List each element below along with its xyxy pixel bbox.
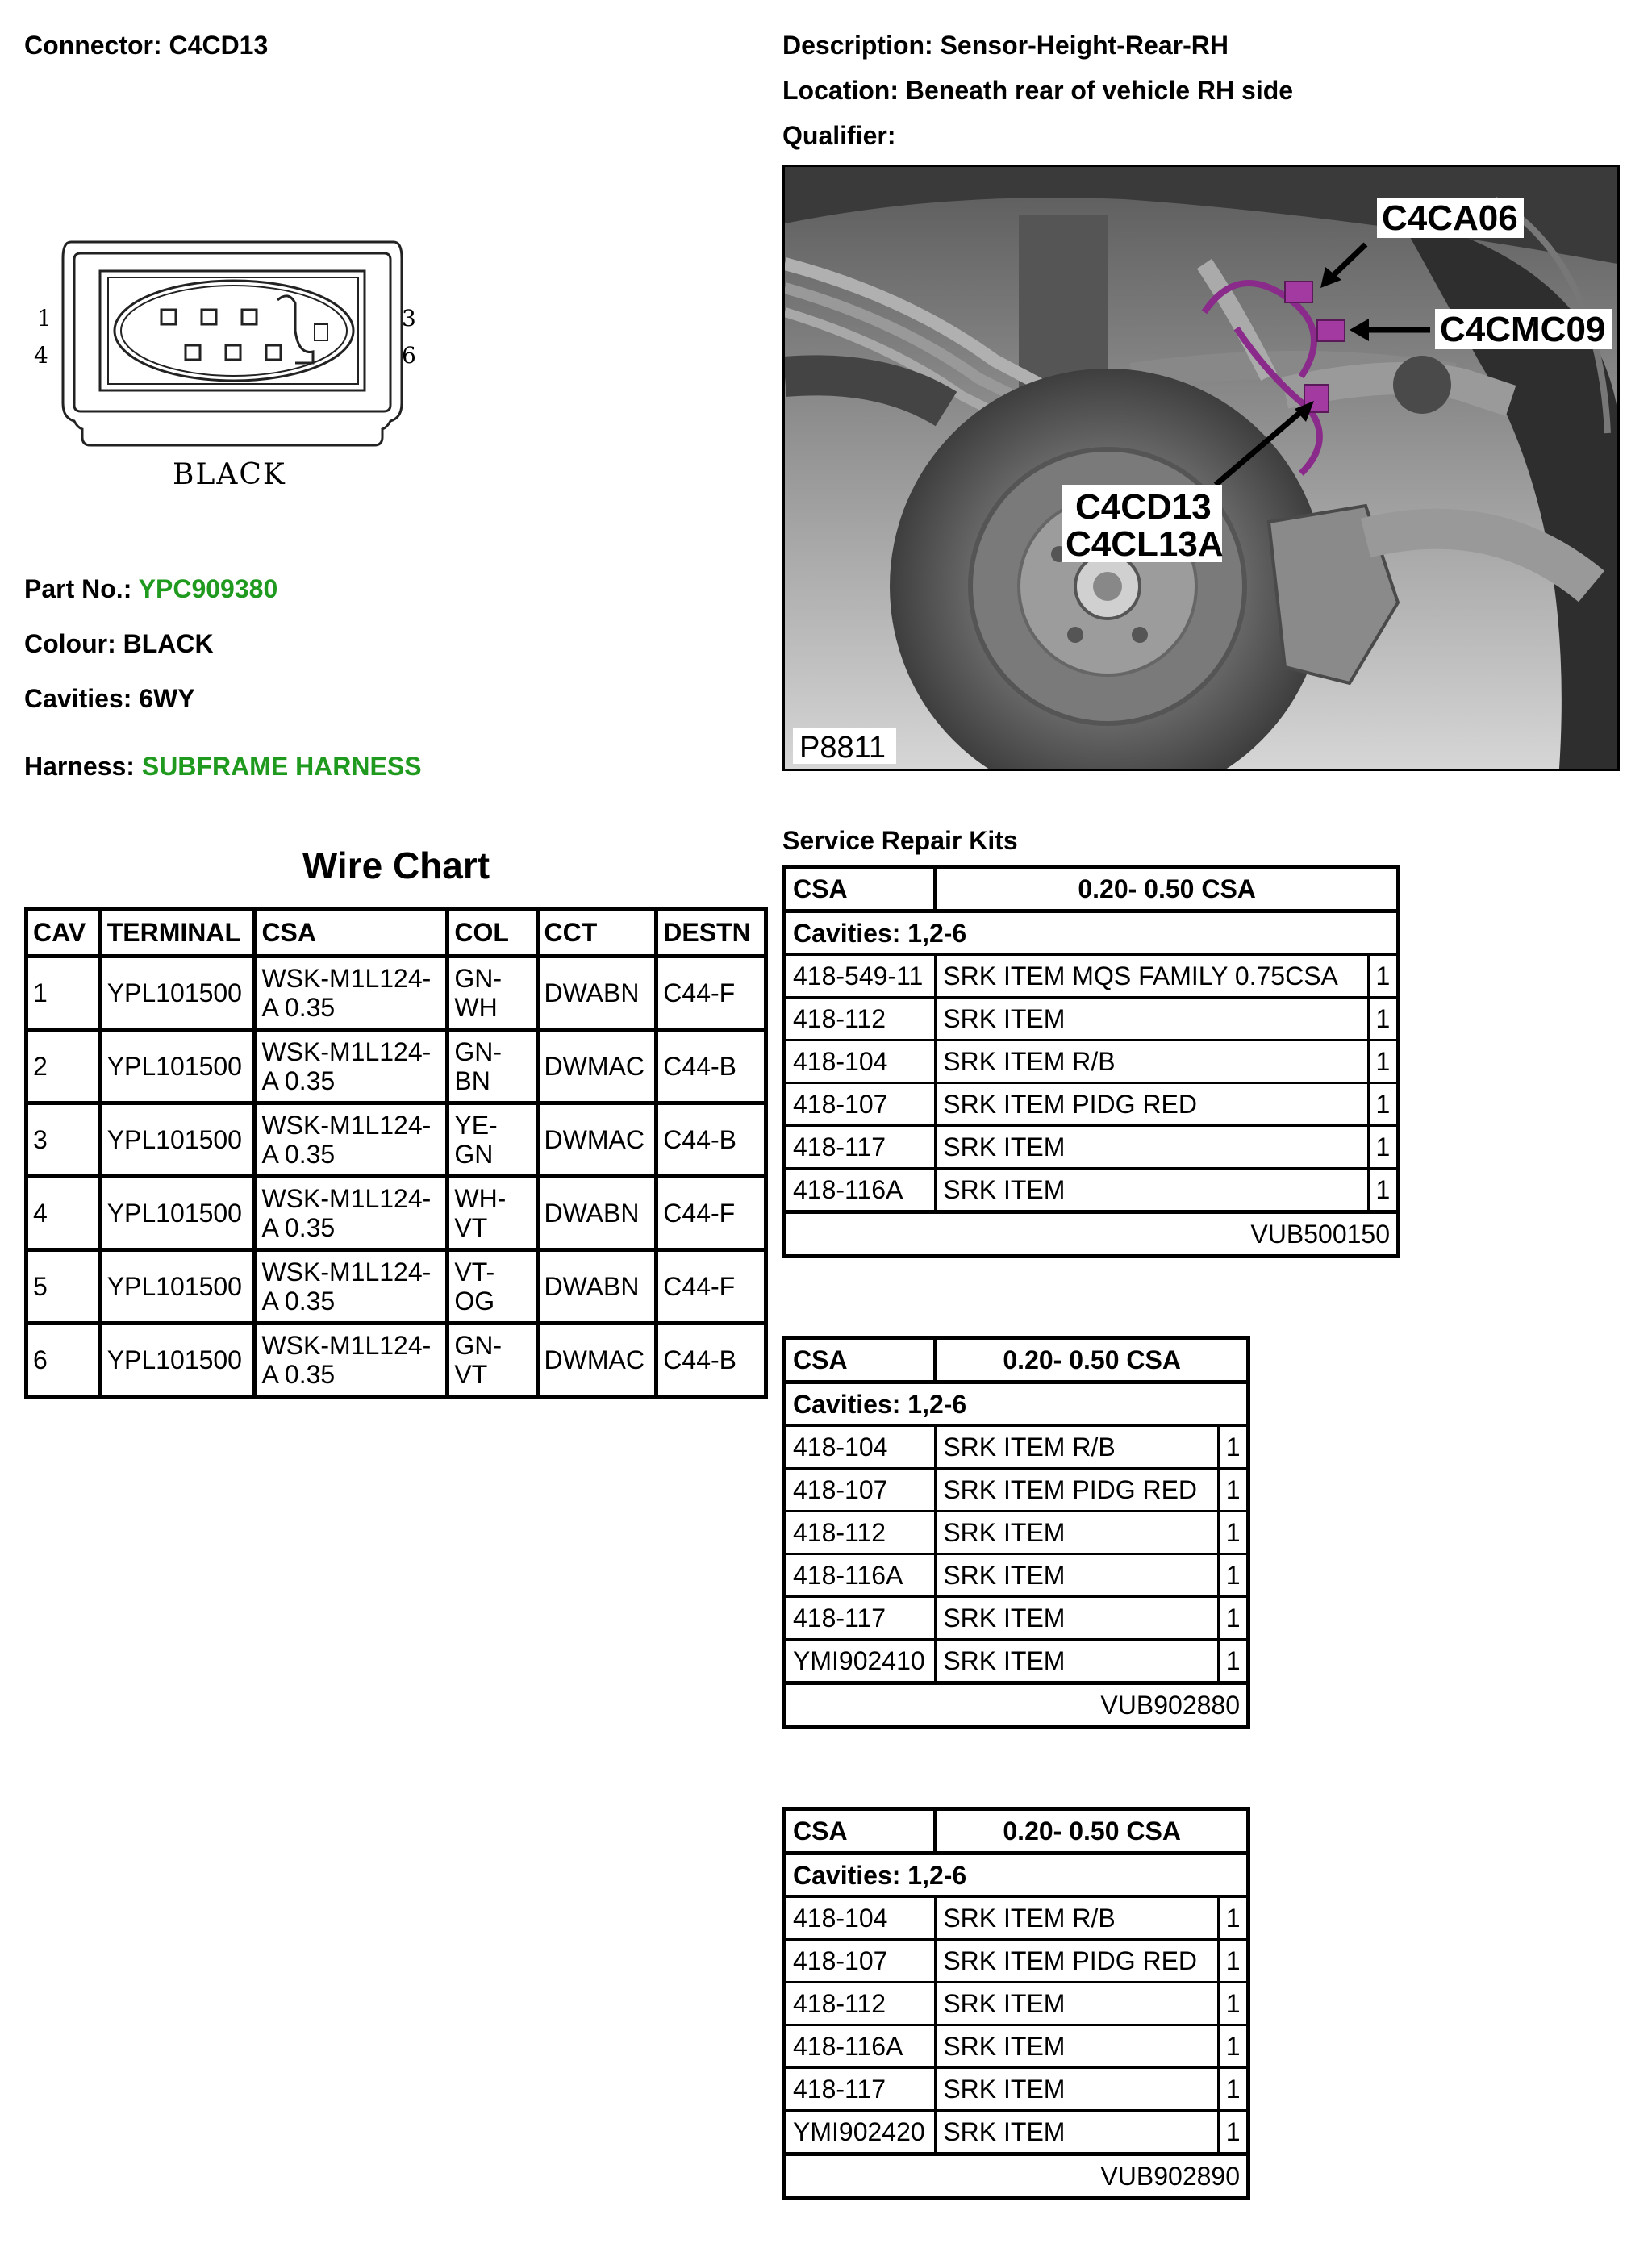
list-item (785, 1083, 1399, 1126)
destn-cell: C44-F (657, 1250, 766, 1324)
kit-number: VUB902880 (785, 1683, 1249, 1728)
csa-line-2: A 0.35 (261, 1213, 336, 1242)
kit-item-code: 418-117 (785, 1597, 936, 1640)
cct-cell: DWABN (537, 1250, 657, 1324)
col-line-2: VT (454, 1360, 488, 1389)
kit-item-code: 418-104 (785, 1041, 936, 1083)
kit-item-code: 418-116A (785, 1554, 936, 1597)
list-item (785, 1597, 1249, 1640)
kit-csa-label: CSA (785, 1338, 936, 1382)
list-item (785, 1640, 1249, 1683)
list-item (785, 998, 1399, 1041)
csa-line-2: A 0.35 (261, 1287, 336, 1316)
harness-link[interactable]: SUBFRAME HARNESS (141, 752, 422, 781)
table-row (27, 957, 766, 1030)
list-item (785, 955, 1399, 998)
kit-item-qty: 1 (1219, 1640, 1249, 1683)
cct-cell: DWMAC (537, 1324, 657, 1397)
kit-item-desc: SRK ITEM (936, 1126, 1369, 1169)
terminal-cell: YPL101500 (100, 957, 255, 1030)
kit-item-desc: SRK ITEM R/B (936, 1426, 1219, 1469)
list-item (785, 2111, 1249, 2154)
list-item (785, 2068, 1249, 2111)
kit-item-desc: SRK ITEM (936, 1597, 1219, 1640)
csa-cell (255, 1103, 448, 1177)
kit-cavities-row (785, 911, 1399, 955)
csa-cell (255, 1250, 448, 1324)
kit-item-qty: 1 (1219, 1597, 1249, 1640)
terminal-cell: YPL101500 (100, 1103, 255, 1177)
terminal-cell: YPL101500 (100, 1250, 255, 1324)
destn-cell: C44-B (657, 1030, 766, 1103)
part-no-label: Part No.: (24, 574, 132, 603)
col-header-csa: CSA (255, 909, 448, 957)
cav-cell: 1 (27, 957, 101, 1030)
table-row (27, 1103, 766, 1177)
vehicle-underside-illustration (785, 167, 1617, 769)
connector-line (24, 31, 268, 60)
kit-item-code: 418-112 (785, 1983, 936, 2025)
kit-csa-value: 0.20- 0.50 CSA (936, 867, 1399, 911)
cct-cell: DWABN (537, 1177, 657, 1250)
kit-item-code: 418-116A (785, 1169, 936, 1212)
kit-item-code: 418-116A (785, 2025, 936, 2068)
kit-csa-value: 0.20- 0.50 CSA (936, 1338, 1249, 1382)
kit-item-desc: SRK ITEM PIDG RED (936, 1083, 1369, 1126)
col-header-cav: CAV (27, 909, 101, 957)
wire-chart-table (24, 907, 768, 1399)
location-line (782, 76, 1293, 106)
terminal-cell: YPL101500 (100, 1177, 255, 1250)
col-line-1: GN- (454, 964, 503, 993)
col-cell (448, 1177, 537, 1250)
col-header-cct: CCT (537, 909, 657, 957)
kit-number: VUB902890 (785, 2154, 1249, 2199)
kit-item-code: 418-107 (785, 1469, 936, 1512)
kit-item-qty: 1 (1219, 1512, 1249, 1554)
kit-item-qty: 1 (1219, 1426, 1249, 1469)
kit-footer-row (785, 1683, 1249, 1728)
table-row (27, 1324, 766, 1397)
destn-cell: C44-F (657, 957, 766, 1030)
csa-cell (255, 1030, 448, 1103)
kit-item-qty: 1 (1219, 1983, 1249, 2025)
cav-cell: 2 (27, 1030, 101, 1103)
kit-item-code: 418-112 (785, 998, 936, 1041)
part-no-link[interactable]: YPC909380 (138, 574, 278, 603)
kit-item-qty: 1 (1368, 1041, 1398, 1083)
kit-item-desc: SRK ITEM (936, 1983, 1219, 2025)
kit-item-code: 418-104 (785, 1897, 936, 1940)
kit-item-desc: SRK ITEM (936, 1640, 1219, 1683)
harness-line (24, 752, 422, 782)
location-photo (782, 165, 1620, 771)
kit-item-desc: SRK ITEM (936, 998, 1369, 1041)
csa-line-1: WSK-M1L124- (261, 1111, 432, 1140)
csa-line-2: A 0.35 (261, 1360, 336, 1389)
kit-cavities-row (785, 1382, 1249, 1426)
col-line-1: GN- (454, 1037, 503, 1066)
kit-item-desc: SRK ITEM PIDG RED (936, 1940, 1219, 1983)
kit-item-qty: 1 (1368, 1083, 1398, 1126)
connector-colour-text: BLACK (173, 458, 286, 491)
destn-cell: C44-F (657, 1177, 766, 1250)
kit-csa-label: CSA (785, 867, 936, 911)
kit-item-code: 418-117 (785, 1126, 936, 1169)
connector-face-diagram (23, 226, 442, 500)
col-cell (448, 1103, 537, 1177)
destn-cell: C44-B (657, 1103, 766, 1177)
kit-item-code: 418-107 (785, 1940, 936, 1983)
kit-csa-value: 0.20- 0.50 CSA (936, 1809, 1249, 1854)
kit-cavities-row (785, 1854, 1249, 1897)
colour-line (24, 629, 214, 659)
pin-6-label: 6 (402, 342, 416, 369)
csa-cell (255, 1177, 448, 1250)
csa-line-1: WSK-M1L124- (261, 964, 432, 993)
kit-item-qty: 1 (1219, 1897, 1249, 1940)
col-cell (448, 1324, 537, 1397)
description-label: Description: (782, 31, 933, 60)
kit-item-desc: SRK ITEM (936, 1169, 1369, 1212)
cav-cell: 3 (27, 1103, 101, 1177)
kit-item-desc: SRK ITEM (936, 2068, 1219, 2111)
kit-item-code: 418-117 (785, 2068, 936, 2111)
col-line-2: VT (454, 1213, 488, 1242)
kit-footer-row (785, 2154, 1249, 2199)
description-value: Sensor-Height-Rear-RH (940, 31, 1229, 60)
kit-item-desc: SRK ITEM (936, 2025, 1219, 2068)
terminal-cell: YPL101500 (100, 1030, 255, 1103)
list-item (785, 1512, 1249, 1554)
kit-number: VUB500150 (785, 1212, 1399, 1257)
col-header-destn: DESTN (657, 909, 766, 957)
cct-cell: DWMAC (537, 1030, 657, 1103)
kit-item-qty: 1 (1368, 998, 1398, 1041)
kit-item-qty: 1 (1368, 955, 1398, 998)
kit-item-qty: 1 (1219, 1940, 1249, 1983)
cct-cell: DWMAC (537, 1103, 657, 1177)
kit-cavities: Cavities: 1,2-6 (785, 911, 1399, 955)
list-item (785, 1469, 1249, 1512)
kit-item-qty: 1 (1368, 1169, 1398, 1212)
kit-header-row (785, 867, 1399, 911)
repair-kit-table-2 (782, 1336, 1250, 1729)
col-cell (448, 1030, 537, 1103)
cav-cell: 5 (27, 1250, 101, 1324)
kit-item-desc: SRK ITEM (936, 1554, 1219, 1597)
location-label: Location: (782, 76, 899, 105)
col-cell (448, 957, 537, 1030)
list-item (785, 1554, 1249, 1597)
kit-item-desc: SRK ITEM R/B (936, 1041, 1369, 1083)
table-row (27, 1177, 766, 1250)
list-item (785, 1940, 1249, 1983)
kit-cavities: Cavities: 1,2-6 (785, 1854, 1249, 1897)
cav-cell: 4 (27, 1177, 101, 1250)
kit-item-desc: SRK ITEM R/B (936, 1897, 1219, 1940)
kit-item-qty: 1 (1219, 1469, 1249, 1512)
pin-3-label: 3 (402, 305, 416, 332)
csa-cell (255, 1324, 448, 1397)
terminal-cell: YPL101500 (100, 1324, 255, 1397)
wire-chart-header-row (27, 909, 766, 957)
col-header-col: COL (448, 909, 537, 957)
wire-chart-title: Wire Chart (302, 844, 490, 886)
cavities-line (24, 684, 195, 714)
csa-line-2: A 0.35 (261, 1066, 336, 1095)
kit-item-code: YMI902420 (785, 2111, 936, 2154)
kit-item-desc: SRK ITEM (936, 1512, 1219, 1554)
kit-item-qty: 1 (1219, 2068, 1249, 2111)
kit-item-qty: 1 (1219, 2111, 1249, 2154)
csa-line-1: WSK-M1L124- (261, 1331, 432, 1360)
csa-line-2: A 0.35 (261, 1140, 336, 1169)
pin-4-label: 4 (34, 342, 48, 369)
kit-item-code: YMI902410 (785, 1640, 936, 1683)
service-repair-kits-title: Service Repair Kits (782, 826, 1018, 855)
cct-cell: DWABN (537, 957, 657, 1030)
connector-label: Connector: (24, 31, 162, 60)
colour-label: Colour: (24, 629, 116, 658)
table-row (27, 1030, 766, 1103)
list-item (785, 1897, 1249, 1940)
kit-item-qty: 1 (1219, 1554, 1249, 1597)
col-line-2: GN (454, 1140, 494, 1169)
csa-line-1: WSK-M1L124- (261, 1257, 432, 1287)
kit-item-qty: 1 (1219, 2025, 1249, 2068)
kit-header-row (785, 1338, 1249, 1382)
destn-cell: C44-B (657, 1324, 766, 1397)
callout-c4ca06: C4CA06 (1382, 198, 1518, 238)
cavities-value: 6WY (139, 684, 195, 713)
kit-item-code: 418-107 (785, 1083, 936, 1126)
list-item (785, 1426, 1249, 1469)
kit-item-code: 418-549-11 (785, 955, 936, 998)
kit-item-desc: SRK ITEM MQS FAMILY 0.75CSA (936, 955, 1369, 998)
table-row (27, 1250, 766, 1324)
col-line-2: WH (454, 993, 498, 1022)
kit-csa-label: CSA (785, 1809, 936, 1854)
col-cell (448, 1250, 537, 1324)
csa-line-2: A 0.35 (261, 993, 336, 1022)
cavities-label: Cavities: (24, 684, 132, 713)
list-item (785, 1041, 1399, 1083)
kit-item-code: 418-104 (785, 1426, 936, 1469)
list-item (785, 2025, 1249, 2068)
cav-cell: 6 (27, 1324, 101, 1397)
callout-c4cmc09: C4CMC09 (1440, 310, 1606, 349)
callout-c4cl13a: C4CL13A (1066, 524, 1224, 564)
description-line (782, 31, 1229, 60)
kit-item-desc: SRK ITEM (936, 2111, 1219, 2154)
kit-footer-row (785, 1212, 1399, 1257)
list-item (785, 1126, 1399, 1169)
col-line-1: VT- (454, 1257, 495, 1287)
col-line-1: YE- (454, 1111, 498, 1140)
harness-label: Harness: (24, 752, 135, 781)
col-line-2: OG (454, 1287, 495, 1316)
pin-1-label: 1 (37, 305, 52, 332)
colour-value: BLACK (123, 629, 214, 658)
photo-ref: P8811 (799, 731, 886, 765)
col-line-2: BN (454, 1066, 490, 1095)
kit-cavities: Cavities: 1,2-6 (785, 1382, 1249, 1426)
kit-item-code: 418-112 (785, 1512, 936, 1554)
kit-header-row (785, 1809, 1249, 1854)
csa-line-1: WSK-M1L124- (261, 1037, 432, 1066)
list-item (785, 1169, 1399, 1212)
list-item (785, 1983, 1249, 2025)
csa-cell (255, 957, 448, 1030)
callout-c4cd13: C4CD13 (1075, 487, 1212, 527)
col-line-1: GN- (454, 1331, 503, 1360)
location-value: Beneath rear of vehicle RH side (905, 76, 1294, 105)
qualifier-label: Qualifier: (782, 121, 896, 150)
repair-kit-table-1 (782, 865, 1400, 1258)
col-line-1: WH- (454, 1184, 507, 1213)
part-no-line (24, 574, 277, 604)
repair-kit-table-3 (782, 1807, 1250, 2200)
connector-value: C4CD13 (169, 31, 269, 60)
col-header-terminal: TERMINAL (100, 909, 255, 957)
csa-line-1: WSK-M1L124- (261, 1184, 432, 1213)
kit-item-desc: SRK ITEM PIDG RED (936, 1469, 1219, 1512)
kit-item-qty: 1 (1368, 1126, 1398, 1169)
